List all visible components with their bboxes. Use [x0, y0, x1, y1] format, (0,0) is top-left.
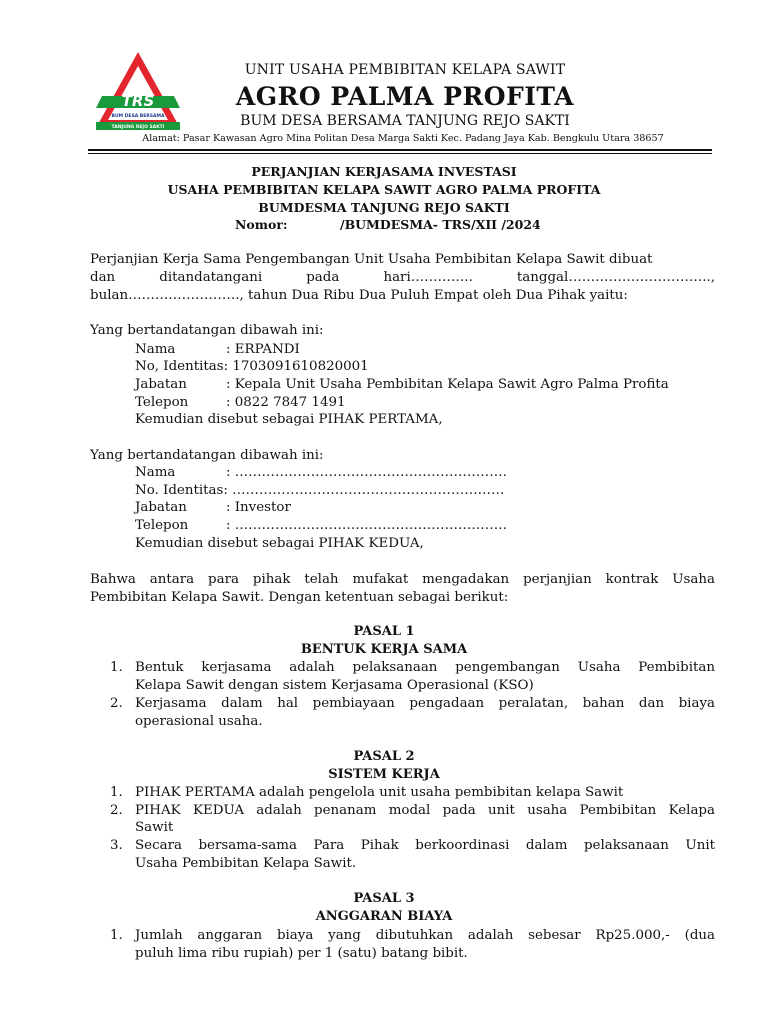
list-number: 1.	[110, 660, 123, 675]
letterhead-name: AGRO PALMA PROFITA	[235, 82, 575, 111]
party2-jabatan-label: Jabatan	[135, 500, 187, 515]
pasal2-item3-line1: Secara bersama-sama Para Pihak berkoordinasi dalam pelaksanaan Unit	[135, 838, 715, 853]
letterhead-divider-thick	[88, 149, 712, 151]
pasal3-item1-line1: Jumlah anggaran biaya yang dibutuhkan adalah sebesar Rp25.000,- (dua	[135, 928, 715, 943]
intro-word: dan	[90, 270, 116, 285]
party1-telepon-label: Telepon	[135, 395, 189, 410]
doc-title-line-2: USAHA PEMBIBITAN KELAPA SAWIT AGRO PALMA PROFITA	[167, 182, 601, 197]
party1-telepon-value: : 0822 7847 1491	[226, 395, 346, 410]
party1-closing: Kemudian disebut sebagai PIHAK PERTAMA,	[135, 412, 443, 427]
list-number: 2.	[110, 803, 123, 818]
nomor-label: Nomor:	[235, 217, 288, 232]
party1-nama-value: : ERPANDI	[226, 342, 300, 357]
doc-title-line-1: PERJANJIAN KERJASAMA INVESTASI	[251, 164, 517, 179]
party2-telepon-label: Telepon	[135, 518, 189, 533]
intro-word: pada	[306, 270, 340, 285]
intro-line-3: bulan……………………., tahun Dua Ribu Dua Puluh Empat oleh Dua Pihak yaitu:	[90, 288, 628, 303]
pasal2-item1-line1: PIHAK PERTAMA adalah pengelola unit usaha pembibitan kelapa Sawit	[135, 785, 624, 800]
svg-text:TRS: TRS	[121, 92, 155, 110]
party2-nama-value: : …………………………………………………….	[226, 465, 507, 480]
pasal2-item2-line2: Sawit	[135, 820, 174, 835]
pasal1-item2-line1: Kerjasama dalam hal pembiayaan pengadaan peralatan, bahan dan biaya	[135, 696, 715, 711]
pasal1-title: BENTUK KERJA SAMA	[300, 642, 468, 657]
party1-id: No, Identitas: 1703091610820001	[135, 359, 369, 374]
pasal1-item2-line2: operasional usaha.	[135, 714, 263, 729]
party2-jabatan-value: : Investor	[226, 500, 291, 515]
party1-intro: Yang bertandatangan dibawah ini:	[90, 323, 324, 338]
letterhead-unit: UNIT USAHA PEMBIBITAN KELAPA SAWIT	[244, 62, 566, 78]
list-number: 1.	[110, 928, 123, 943]
party1-jabatan-value: : Kepala Unit Usaha Pembibitan Kelapa Sawit Agro Palma Profita	[226, 377, 669, 392]
party1-jabatan-label: Jabatan	[135, 377, 187, 392]
doc-title-line-3: BUMDESMA TANJUNG REJO SAKTI	[258, 200, 510, 215]
agreement-line-2: Pembibitan Kelapa Sawit. Dengan ketentuan sebagai berikut:	[90, 590, 509, 605]
nomor-value: /BUMDESMA- TRS/XII /2024	[340, 217, 541, 232]
pasal1-item1-line2: Kelapa Sawit dengan sistem Kerjasama Operasional (KSO)	[135, 678, 534, 693]
pasal3-item1-line2: puluh lima ribu rupiah) per 1 (satu) batang bibit.	[135, 946, 468, 961]
party2-telepon-value: : …………………………………………………….	[226, 518, 507, 533]
party2-nama-label: Nama	[135, 465, 176, 480]
party1-nama-label: Nama	[135, 342, 176, 357]
intro-word: hari…………..	[383, 270, 473, 285]
trs-logo	[94, 50, 182, 130]
letterhead-desa: BUM DESA BERSAMA TANJUNG REJO SAKTI	[240, 113, 570, 129]
intro-line-2	[90, 269, 715, 287]
list-number: 2.	[110, 696, 123, 711]
list-number: 3.	[110, 838, 123, 853]
letterhead-divider-thin	[88, 153, 712, 154]
agreement-line-1: Bahwa antara para pihak telah mufakat mengadakan perjanjian kontrak Usaha	[90, 572, 715, 587]
list-number: 1.	[110, 785, 123, 800]
pasal2-title: SISTEM KERJA	[328, 767, 440, 782]
letterhead-address: Alamat: Pasar Kawasan Agro Mina Politan Desa Marga Sakti Kec. Padang Jaya Kab. Bengkulu Utara 38657	[142, 133, 664, 144]
intro-line-1: Perjanjian Kerja Sama Pengembangan Unit Usaha Pembibitan Kelapa Sawit dibuat	[90, 252, 653, 267]
pasal2-item2-line1: PIHAK KEDUA adalah penanam modal pada unit usaha Pembibitan Kelapa	[135, 803, 715, 818]
pasal3-title: ANGGARAN BIAYA	[315, 909, 453, 924]
logo-caption-1: BUM DESA BERSAMA	[111, 114, 165, 119]
party2-closing: Kemudian disebut sebagai PIHAK KEDUA,	[135, 536, 424, 551]
intro-word: tanggal…………………………..,	[516, 270, 715, 285]
pasal3-number: PASAL 3	[353, 891, 415, 906]
pasal2-number: PASAL 2	[353, 749, 415, 764]
party2-id: No. Identitas: …………………………………………………….	[135, 483, 505, 498]
intro-word: ditandatangani	[159, 270, 263, 285]
pasal1-item1-line1: Bentuk kerjasama adalah pelaksanaan pengembangan Usaha Pembibitan	[135, 660, 715, 675]
pasal2-item3-line2: Usaha Pembibitan Kelapa Sawit.	[135, 856, 357, 871]
pasal1-number: PASAL 1	[353, 624, 415, 639]
logo-caption-2: TANJUNG REJO SAKTI	[111, 125, 165, 130]
party2-intro: Yang bertandatangan dibawah ini:	[90, 448, 324, 463]
